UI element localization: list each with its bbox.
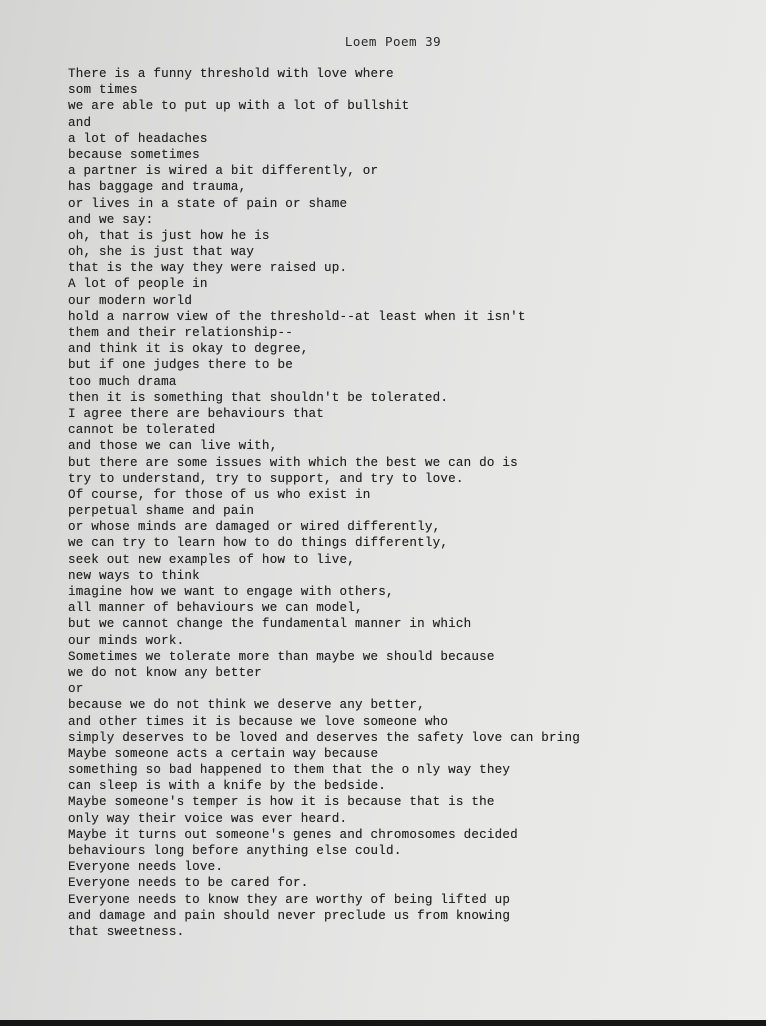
poem-line: oh, she is just that way [68, 245, 255, 260]
poem-line: and we say: [68, 212, 154, 227]
poem-line: we do not know any better [68, 665, 262, 680]
poem-line: and those we can live with, [68, 439, 278, 454]
poem-line: imagine how we want to engage with others, [68, 585, 394, 599]
poem-line: new ways to think [68, 568, 200, 583]
poem-line: but there are some issues with which the best we can do is [68, 455, 518, 470]
poem-line: too much drama [68, 374, 177, 389]
poem-line: then it is something that shouldn't be tolerated. [68, 390, 449, 405]
poem-line: Everyone needs love. [68, 860, 224, 875]
poem-body [68, 66, 580, 940]
poem-line: Maybe someone's temper is how it is because that is the [68, 795, 495, 810]
poem-line: a partner is wired a bit differently, or [68, 164, 379, 179]
poem-line: or lives in a state of pain or shame [68, 196, 348, 211]
poem-line: simply deserves to be loved and deserves the safety love can bring [68, 730, 580, 745]
poem-line: or whose minds are damaged or wired differently, [68, 520, 441, 535]
poem-line: we are able to put up with a lot of bullshit [68, 99, 410, 114]
poem-line: cannot be tolerated [68, 423, 216, 438]
page-bottom-edge [0, 1020, 766, 1026]
poem-line: something so bad happened to them that the o nly way they [68, 763, 511, 778]
poem-line: oh, that is just how he is [68, 228, 270, 243]
poem-line: but we cannot change the fundamental manner in which [68, 617, 472, 632]
poem-line: Of course, for those of us who exist in [68, 487, 371, 502]
poem-line: There is a funny threshold with love where [68, 67, 394, 81]
poem-line: Sometimes we tolerate more than maybe we should because [68, 649, 495, 664]
poem-line: has baggage and trauma, [68, 180, 247, 195]
poem-line: because sometimes [68, 147, 200, 162]
poem-line: I agree there are behaviours that [68, 406, 324, 421]
poem-line: hold a narrow view of the threshold--at least when it isn't [68, 309, 526, 324]
poem-line: A lot of people in [68, 277, 208, 292]
poem-line: seek out new examples of how to live, [68, 552, 356, 567]
poem-line: behaviours long before anything else could. [68, 844, 402, 858]
poem-line: but if one judges there to be [68, 358, 293, 373]
poem-line: that is the way they were raised up. [68, 261, 348, 276]
poem-line: perpetual shame and pain [68, 504, 255, 519]
poem-title: Loem Poem 39 [344, 34, 442, 49]
poem-line: a lot of headaches [68, 131, 208, 146]
poem-line: Maybe someone acts a certain way because [68, 746, 379, 761]
poem-line: Maybe it turns out someone's genes and chromosomes decided [68, 827, 518, 842]
poem-line: all manner of behaviours we can model, [68, 601, 363, 616]
poem-line: or [68, 682, 84, 697]
poem-line: can sleep is with a knife by the bedside. [68, 779, 387, 794]
poem-line: Everyone needs to know they are worthy of being lifted up [68, 892, 511, 907]
poem-line: we can try to learn how to do things differently, [68, 536, 449, 551]
poem-line: som times [68, 83, 138, 98]
poem-line: and [68, 115, 92, 130]
poem-line: only way their voice was ever heard. [68, 811, 348, 826]
poem-line: and damage and pain should never preclude us from knowing [68, 908, 511, 923]
poem-line: and other times it is because we love someone who [68, 714, 449, 729]
poem-line: that sweetness. [68, 924, 185, 939]
poem-line: Everyone needs to be cared for. [68, 876, 309, 891]
poem-line: and think it is okay to degree, [68, 342, 309, 357]
poem-line: our modern world [68, 293, 193, 308]
poem-line: them and their relationship-- [68, 326, 293, 340]
poem-line: try to understand, try to support, and try to love. [68, 471, 464, 486]
poem-line: our minds work. [68, 633, 185, 648]
poem-line: because we do not think we deserve any better, [68, 698, 425, 713]
